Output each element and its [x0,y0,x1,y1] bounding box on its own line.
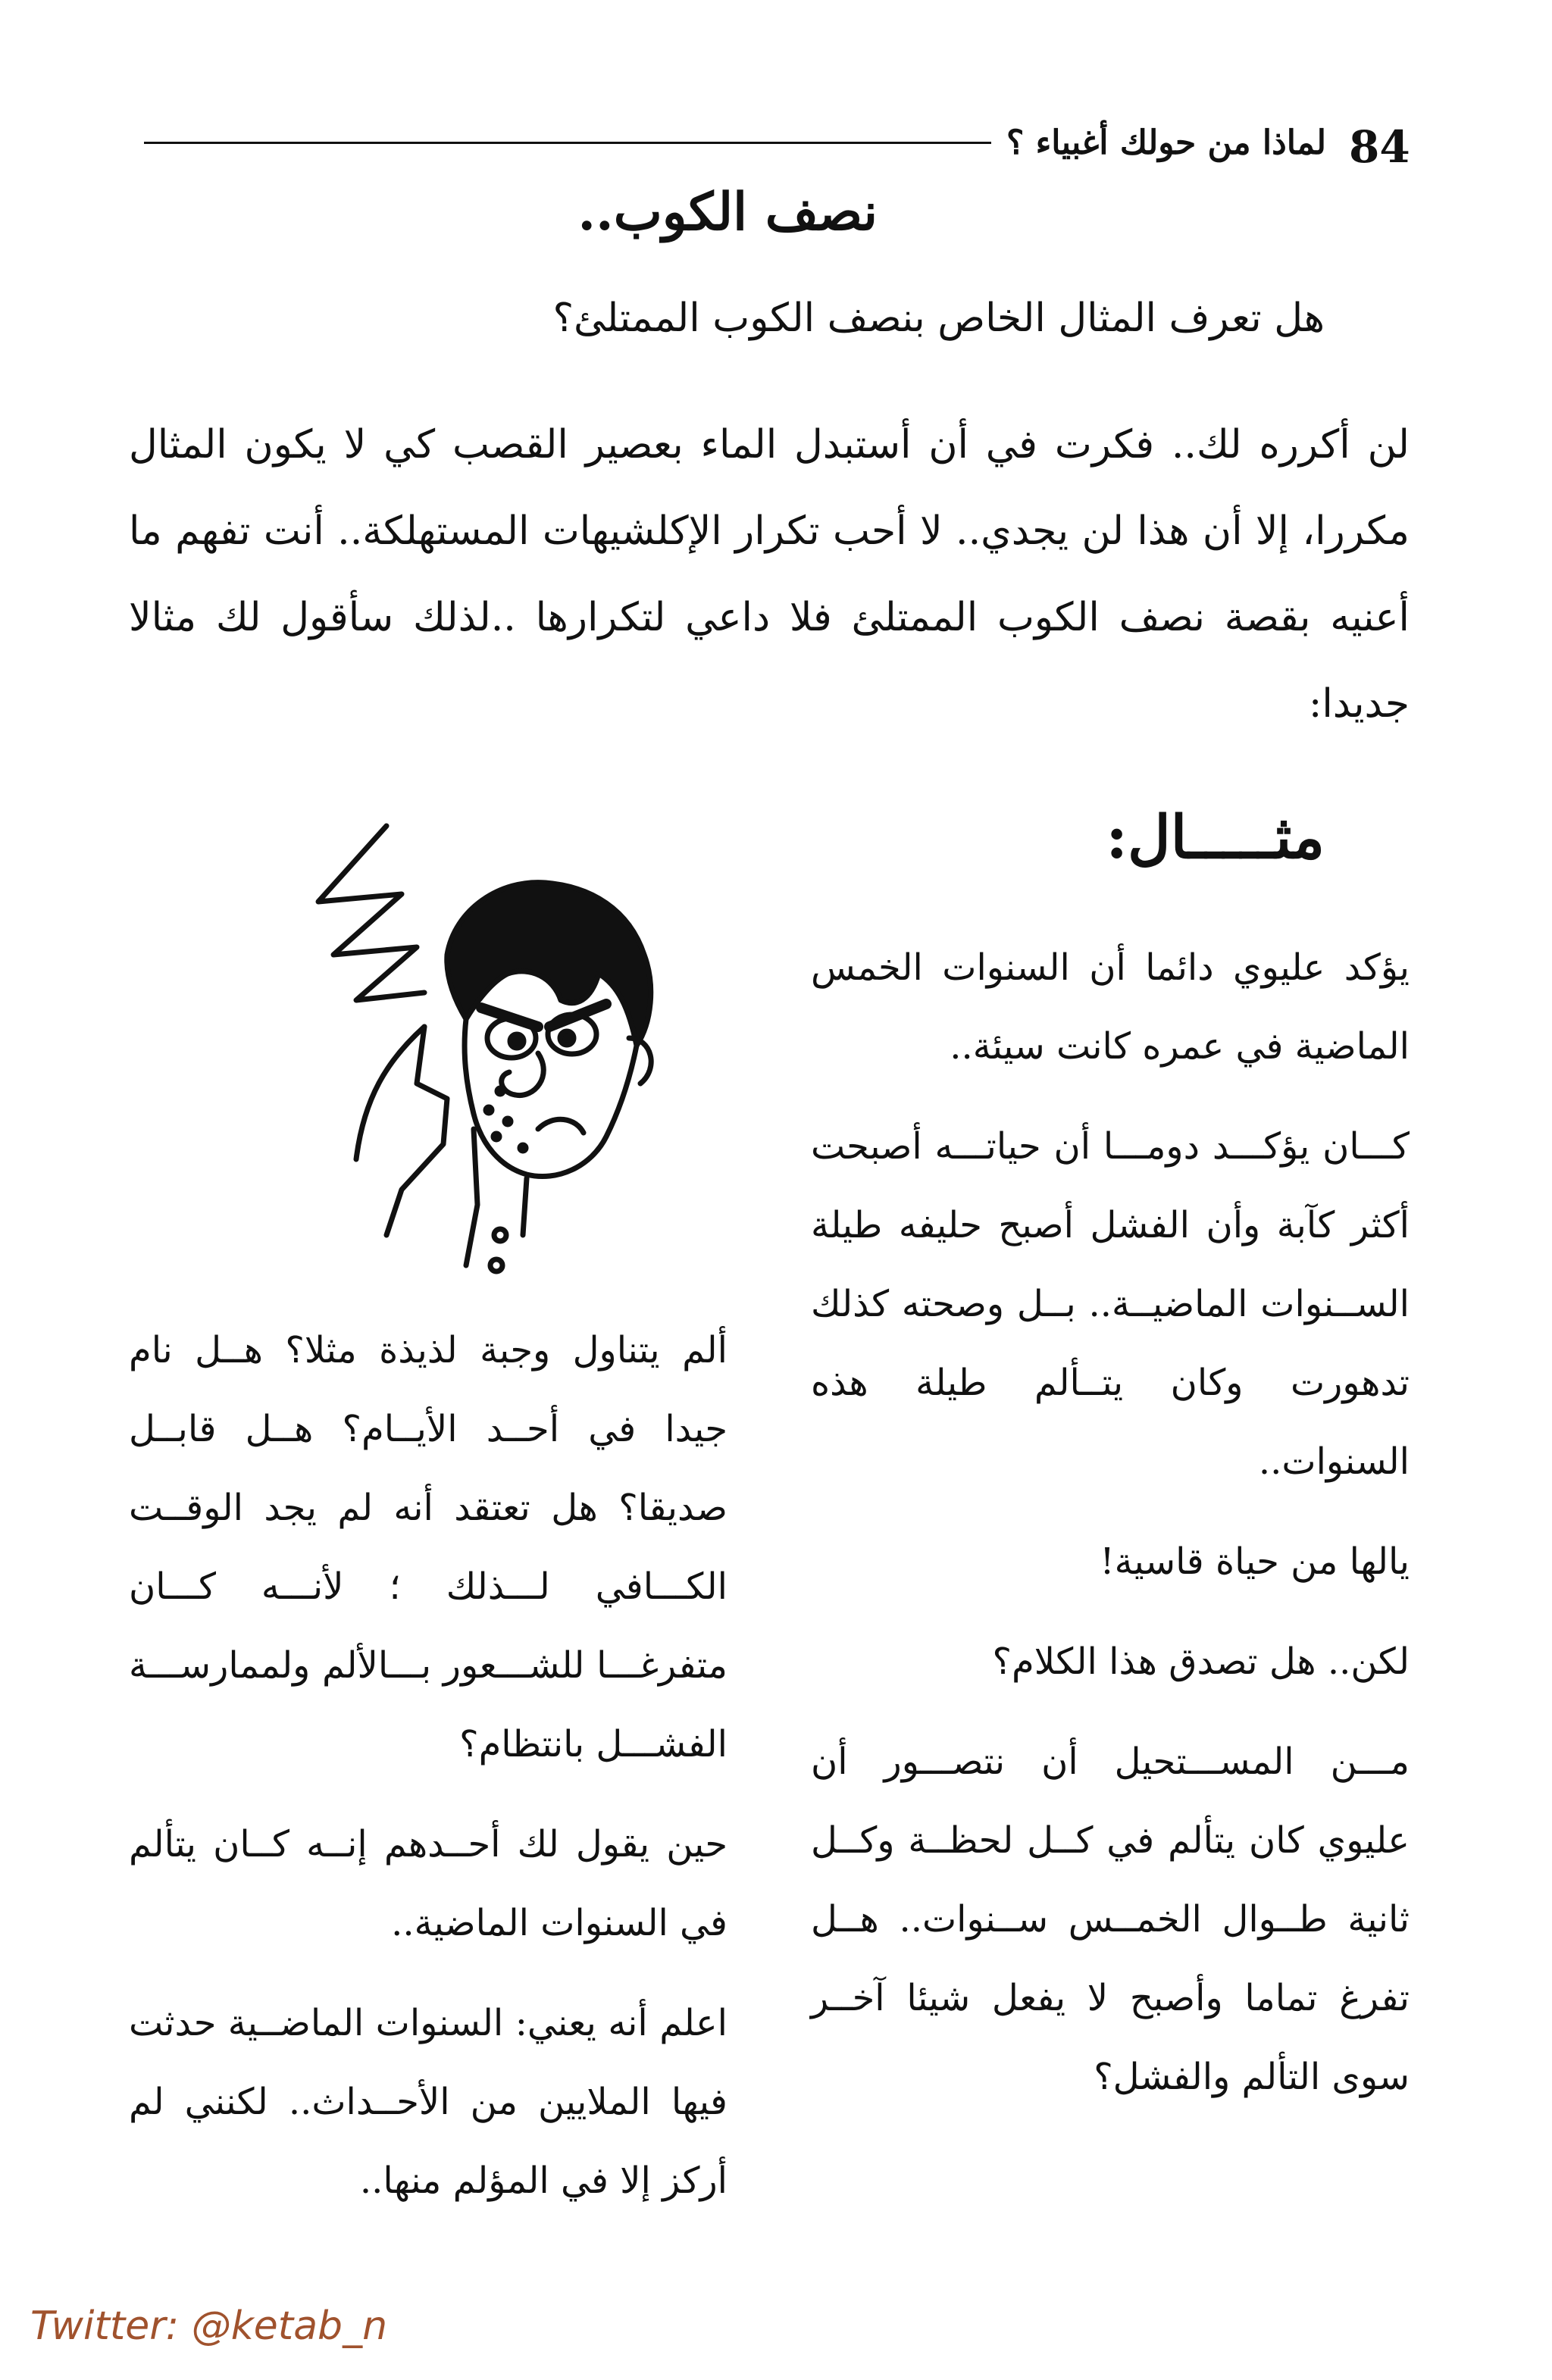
header-rule [144,142,991,144]
intro-paragraph: لن أكرره لك.. فكرت في أن أستبدل الماء بعصير القصب كي لا يكون المثال مكررا، إلا أن هذا لن يجدي.. لا أحب تكرار الإكلشيهات المستهلكة.. أنت تفهم ما أعنيه بقصة نصف الكوب الممتلئ فلا داعي لتكرارها ..لذلك سأقول لك مثالا جديدا: [129,422,1410,727]
running-header [144,120,1326,165]
left-paragraph-1: ألم يتناول وجبة لذيذة مثلا؟ هــل نام جيدا في أحــد الأيــام؟ هــل قابــل صديقا؟ هل تعتقد أنه لم يجد الوقــت الكـــافي لـــذلك ؛ لأنـــه كـــان متفرغـــا للشـــعور بـــالألم ولممارســـة الفشـــل بانتظام؟ [129,1329,728,1765]
right-paragraph-4: لكن.. هل تصدق هذا الكلام؟ [992,1640,1410,1683]
right-paragraph-1: يؤكد عليوي دائما أن السنوات الخمس الماضية في عمره كانت سيئة.. [811,946,1410,1068]
right-paragraph-5: مـــن المســـتحيل أن نتصـــور أن عليوي كان يتألم في كــل لحظــة وكــل ثانية طــوال الخمــس ســنوات.. هــل تفرغ تماما وأصبح لا يفعل شيئا آخــر سوى التألم والفشل؟ [811,1740,1410,2098]
right-paragraph-3: يالها من حياة قاسية! [1100,1540,1410,1583]
running-title: لماذا من حولك أغبياء ؟ [1006,123,1326,162]
angry-man-illustration [273,811,697,1281]
example-left-column [129,1311,728,2241]
example-right-column [811,928,1410,2138]
left-paragraph-2: حين يقول لك أحــدهم إنــه كــان يتألم في السنوات الماضية.. [129,1823,728,1944]
intro-question: هل تعرف المثال الخاص بنصف الكوب الممتلئ؟ [552,296,1325,341]
watermark: Twitter: @ketab_n [30,2303,388,2349]
page-number: 84 [1349,121,1410,173]
section-title: نصف الكوب.. [577,182,878,242]
left-paragraph-3: اعلم أنه يعني: السنوات الماضــية حدثت فيها الملايين من الأحــداث.. لكنني لم أركز إلا في المؤلم منها.. [129,2002,728,2202]
right-paragraph-2: كـــان يؤكـــد دومـــا أن حياتـــه أصبحت أكثر كآبة وأن الفشل أصبح حليفه طيلة الســنوات الماضيــة.. بــل وصحته كذلك تدهورت وكان يتــألم طيلة هذه السنوات.. [811,1125,1410,1483]
example-heading: مثـــــال: [1106,803,1325,872]
